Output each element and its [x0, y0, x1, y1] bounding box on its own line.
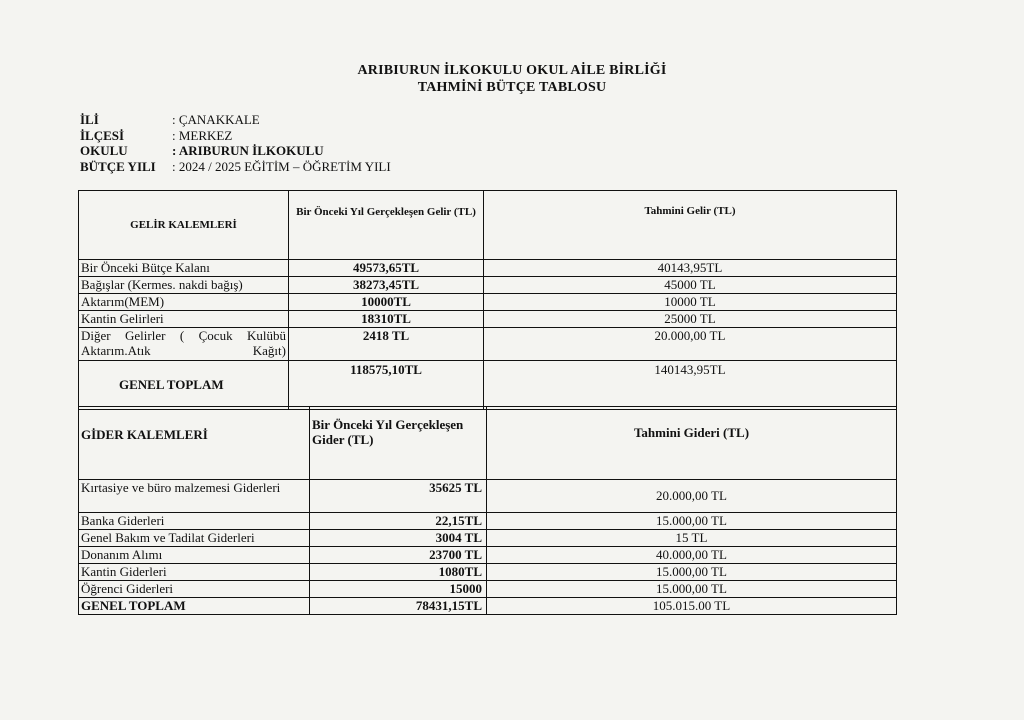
- meta-row-butce-yili: [80, 159, 391, 175]
- row-prev-value: 2418 TL: [289, 328, 484, 361]
- row-prev-value: 3004 TL: [310, 530, 487, 547]
- row-prev-value: 23700 TL: [310, 547, 487, 564]
- row-est-value: 20.000,00 TL: [484, 328, 897, 361]
- row-item: Kantin Gelirleri: [79, 311, 289, 328]
- column-header: GELİR KALEMLERİ: [79, 191, 289, 260]
- row-prev-value: 10000TL: [289, 294, 484, 311]
- total-row: [79, 598, 897, 615]
- meta-value: : MERKEZ: [172, 127, 233, 143]
- expense-table: [78, 406, 897, 615]
- table-row: [79, 581, 897, 598]
- column-header: Bir Önceki Yıl Gerçekleşen Gider (TL): [310, 407, 487, 480]
- document-title: ARIBIURUN İLKOKULU OKUL AİLE BİRLİĞİ: [357, 63, 667, 78]
- column-header: GİDER KALEMLERİ: [79, 407, 310, 480]
- total-row: [79, 361, 897, 410]
- total-label: GENEL TOPLAM: [79, 361, 289, 410]
- table-row: [79, 328, 897, 361]
- row-prev-value: 22,15TL: [310, 513, 487, 530]
- row-est-value: 15.000,00 TL: [487, 564, 897, 581]
- table-row: [79, 547, 897, 564]
- table-row: [79, 480, 897, 513]
- row-est-value: 25000 TL: [484, 311, 897, 328]
- row-est-value: 10000 TL: [484, 294, 897, 311]
- row-prev-value: 49573,65TL: [289, 260, 484, 277]
- total-prev-value: 78431,15TL: [310, 598, 487, 615]
- row-est-value: 15.000,00 TL: [487, 581, 897, 598]
- row-prev-value: 38273,45TL: [289, 277, 484, 294]
- column-header: Tahmini Gelir (TL): [484, 191, 897, 260]
- table-header-row: [79, 407, 897, 480]
- document-subtitle: TAHMİNİ BÜTÇE TABLOSU: [417, 80, 607, 95]
- meta-block: [80, 112, 391, 174]
- row-prev-value: 35625 TL: [310, 480, 487, 513]
- row-est-value: 40143,95TL: [484, 260, 897, 277]
- row-est-value: 45000 TL: [484, 277, 897, 294]
- total-est-value: 105.015.00 TL: [487, 598, 897, 615]
- table-row: [79, 564, 897, 581]
- table-row: [79, 530, 897, 547]
- row-item: Banka Giderleri: [79, 513, 310, 530]
- row-item: Kantin Giderleri: [79, 564, 310, 581]
- row-est-value: 40.000,00 TL: [487, 547, 897, 564]
- table-row: [79, 294, 897, 311]
- row-item: Donanım Alımı: [79, 547, 310, 564]
- row-est-value: 20.000,00 TL: [487, 480, 897, 513]
- table-row: [79, 260, 897, 277]
- table-header-row: [79, 191, 897, 260]
- meta-row-ilce: [80, 128, 391, 144]
- income-table: [78, 190, 897, 410]
- row-prev-value: 1080TL: [310, 564, 487, 581]
- row-item: Aktarım(MEM): [79, 294, 289, 311]
- meta-label: OKULU: [80, 143, 128, 158]
- column-header: Bir Önceki Yıl Gerçekleşen Gelir (TL): [289, 191, 484, 260]
- row-prev-value: 18310TL: [289, 311, 484, 328]
- table-row: [79, 311, 897, 328]
- column-header: Tahmini Gideri (TL): [487, 407, 897, 480]
- meta-label: İLİ: [80, 112, 99, 127]
- meta-value: : ARIBURUN İLKOKULU: [172, 143, 324, 158]
- row-prev-value: 15000: [310, 581, 487, 598]
- row-item: Genel Bakım ve Tadilat Giderleri: [79, 530, 310, 547]
- row-item: Kırtasiye ve büro malzemesi Giderleri: [79, 480, 310, 513]
- row-item: Bir Önceki Bütçe Kalanı: [79, 260, 289, 277]
- row-item: Bağışlar (Kermes. nakdi bağış): [79, 277, 289, 294]
- meta-label: İLÇESİ: [80, 127, 125, 143]
- total-est-value: 140143,95TL: [484, 361, 897, 410]
- meta-row-il: [80, 112, 391, 128]
- meta-value: : ÇANAKKALE: [172, 112, 260, 127]
- table-row: [79, 513, 897, 530]
- row-est-value: 15.000,00 TL: [487, 513, 897, 530]
- row-est-value: 15 TL: [487, 530, 897, 547]
- meta-label: BÜTÇE YILI: [80, 158, 156, 174]
- total-label: GENEL TOPLAM: [79, 598, 310, 615]
- total-prev-value: 118575,10TL: [289, 361, 484, 410]
- row-item: Diğer Gelirler ( Çocuk Kulübü Aktarım.Atık Kağıt): [79, 328, 289, 361]
- table-row: [79, 277, 897, 294]
- meta-value: : 2024 / 2025 EĞİTİM – ÖĞRETİM YILI: [172, 158, 391, 174]
- meta-row-okul: [80, 143, 391, 159]
- row-item: Öğrenci Giderleri: [79, 581, 310, 598]
